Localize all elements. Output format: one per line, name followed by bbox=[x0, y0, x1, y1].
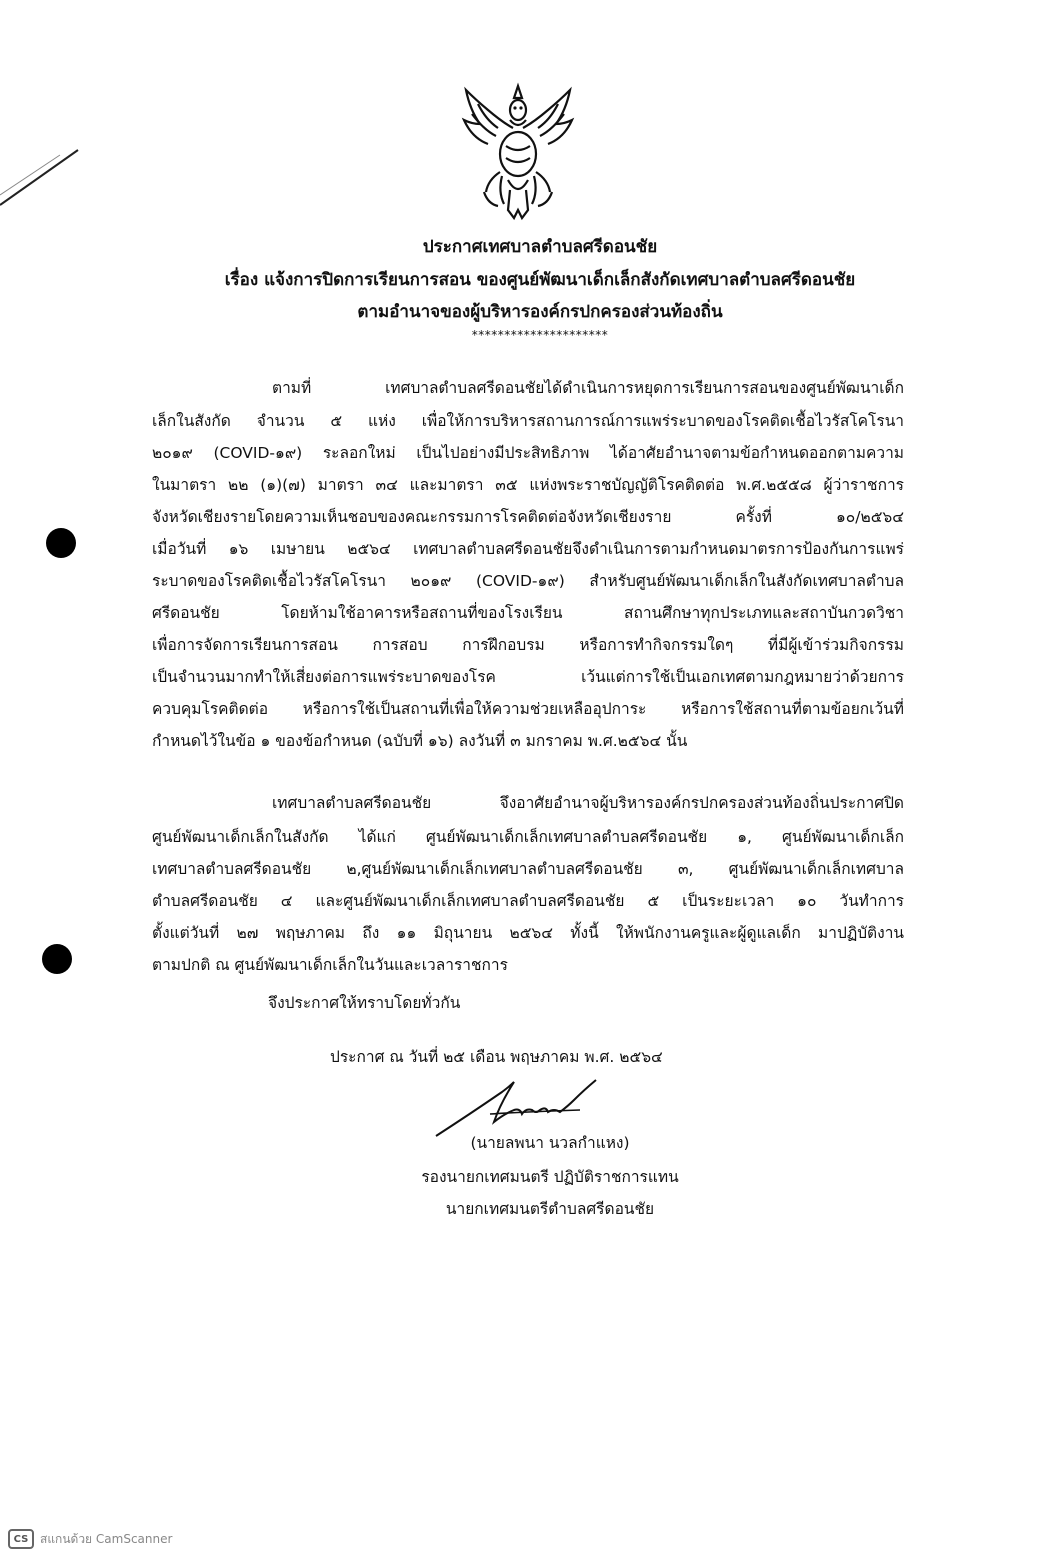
body-line: เมื่อวันที่ ๑๖ เมษายน ๒๕๖๔ เทศบาลตำบลศรีดอนชัยจึงดำเนินการตามกำหนดมาตรการป้องกันการแพร่ bbox=[152, 540, 904, 558]
body-line: เทศบาลตำบลศรีดอนชัย จึงอาศัยอำนาจผู้บริหารองค์กรปกครองส่วนท้องถิ่นประกาศปิด bbox=[272, 794, 904, 812]
signatory-name: (นายลพนา นวลกำแหง) bbox=[470, 1134, 630, 1152]
punch-hole bbox=[42, 944, 72, 974]
body-line: ศรีดอนชัย โดยห้ามใช้อาคารหรือสถานที่ของโรงเรียน สถานศึกษาทุกประเภทและสถาบันกวดวิชา bbox=[152, 604, 904, 622]
page-corner-crease bbox=[0, 0, 80, 220]
body-line: ระบาดของโรคติดเชื้อไวรัสโคโรนา ๒๐๑๙ (COVID-๑๙) สำหรับศูนย์พัฒนาเด็กเล็กในสังกัดเทศบาลตำบล bbox=[152, 572, 904, 590]
body-line: จังหวัดเชียงรายโดยความเห็นชอบของคณะกรรมการโรคติดต่อจังหวัดเชียงราย ครั้งที่ ๑๐/๒๕๖๔ bbox=[152, 508, 904, 526]
body-line: ตามที่ เทศบาลตำบลศรีดอนชัยได้ดำเนินการหยุดการเรียนการสอนของศูนย์พัฒนาเด็ก bbox=[272, 379, 904, 397]
body-line: ตั้งแต่วันที่ ๒๗ พฤษภาคม ถึง ๑๑ มิถุนายน ๒๕๖๔ ทั้งนี้ ให้พนักงานครูและผู้ดูแลเด็ก มาปฏิบัติงาน bbox=[152, 924, 904, 942]
announcement-date: ประกาศ ณ วันที่ ๒๕ เดือน พฤษภาคม พ.ศ. ๒๕๖๔ bbox=[330, 1048, 663, 1066]
scanner-watermark bbox=[8, 1528, 172, 1550]
body-line: ควบคุมโรคติดต่อ หรือการใช้เป็นสถานที่เพื่อให้ความช่วยเหลืออุปการะ หรือการใช้สถานที่ตามข้อยกเว้นที่ bbox=[152, 700, 904, 718]
body-line: ศูนย์พัฒนาเด็กเล็กในสังกัด ได้แก่ ศูนย์พัฒนาเด็กเล็กเทศบาลตำบลศรีดอนชัย ๑, ศูนย์พัฒนาเด็กเล็ก bbox=[152, 828, 904, 846]
body-line: ๒๐๑๙ (COVID-๑๙) ระลอกใหม่ เป็นไปอย่างมีประสิทธิภาพ ได้อาศัยอำนาจตามข้อกำหนดออกตามความ bbox=[152, 444, 904, 462]
announcement-subject: เรื่อง แจ้งการปิดการเรียนการสอน ของศูนย์พัฒนาเด็กเล็กสังกัดเทศบาลตำบลศรีดอนชัย bbox=[224, 270, 856, 290]
closing-line: จึงประกาศให้ทราบโดยทั่วกัน bbox=[268, 994, 461, 1012]
body-line: เป็นจำนวนมากทำให้เสี่ยงต่อการแพร่ระบาดของโรค เว้นแต่การใช้เป็นเอกเทศตามกฎหมายว่าด้วยการ bbox=[152, 668, 904, 686]
body-line: เทศบาลตำบลศรีดอนชัย ๒,ศูนย์พัฒนาเด็กเล็กเทศบาลตำบลศรีดอนชัย ๓, ศูนย์พัฒนาเด็กเล็กเทศบาล bbox=[152, 860, 904, 878]
announcement-title: ประกาศเทศบาลตำบลศรีดอนชัย bbox=[422, 237, 658, 257]
signatory-position: รองนายกเทศมนตรี ปฏิบัติราชการแทน bbox=[421, 1168, 679, 1186]
body-line: เล็กในสังกัด จำนวน ๕ แห่ง เพื่อให้การบริหารสถานการณ์การแพร่ระบาดของโรคติดเชื้อไวรัสโคโรนา bbox=[152, 412, 904, 430]
garuda-emblem-icon bbox=[458, 80, 578, 222]
announcement-subtitle: ตามอำนาจของผู้บริหารองค์กรปกครองส่วนท้องถิ่น bbox=[357, 302, 723, 322]
body-line: เพื่อการจัดการเรียนการสอน การสอบ การฝึกอบรม หรือการทำกิจกรรมใดๆ ที่มีผู้เข้าร่วมกิจกรรม bbox=[152, 636, 904, 654]
camscanner-logo-icon: CS bbox=[8, 1529, 34, 1549]
body-line: กำหนดไว้ในข้อ ๑ ของข้อกำหนด (ฉบับที่ ๑๖) ลงวันที่ ๓ มกราคม พ.ศ.๒๕๖๔ นั้น bbox=[152, 732, 688, 750]
body-line: ตามปกติ ณ ศูนย์พัฒนาเด็กเล็กในวันและเวลาราชการ bbox=[152, 956, 508, 974]
divider: ********************* bbox=[471, 328, 609, 342]
punch-hole bbox=[46, 528, 76, 558]
body-line: ตำบลศรีดอนชัย ๔ และศูนย์พัฒนาเด็กเล็กเทศบาลตำบลศรีดอนชัย ๕ เป็นระยะเวลา ๑๐ วันทำการ bbox=[152, 892, 904, 910]
scanner-text: สแกนด้วย CamScanner bbox=[40, 1531, 173, 1546]
body-line: ในมาตรา ๒๒ (๑)(๗) มาตรา ๓๔ และมาตรา ๓๕ แห่งพระราชบัญญัติโรคติดต่อ พ.ศ.๒๕๕๘ ผู้ว่าราชการ bbox=[152, 476, 904, 494]
signatory-office: นายกเทศมนตรีตำบลศรีดอนชัย bbox=[445, 1200, 655, 1218]
